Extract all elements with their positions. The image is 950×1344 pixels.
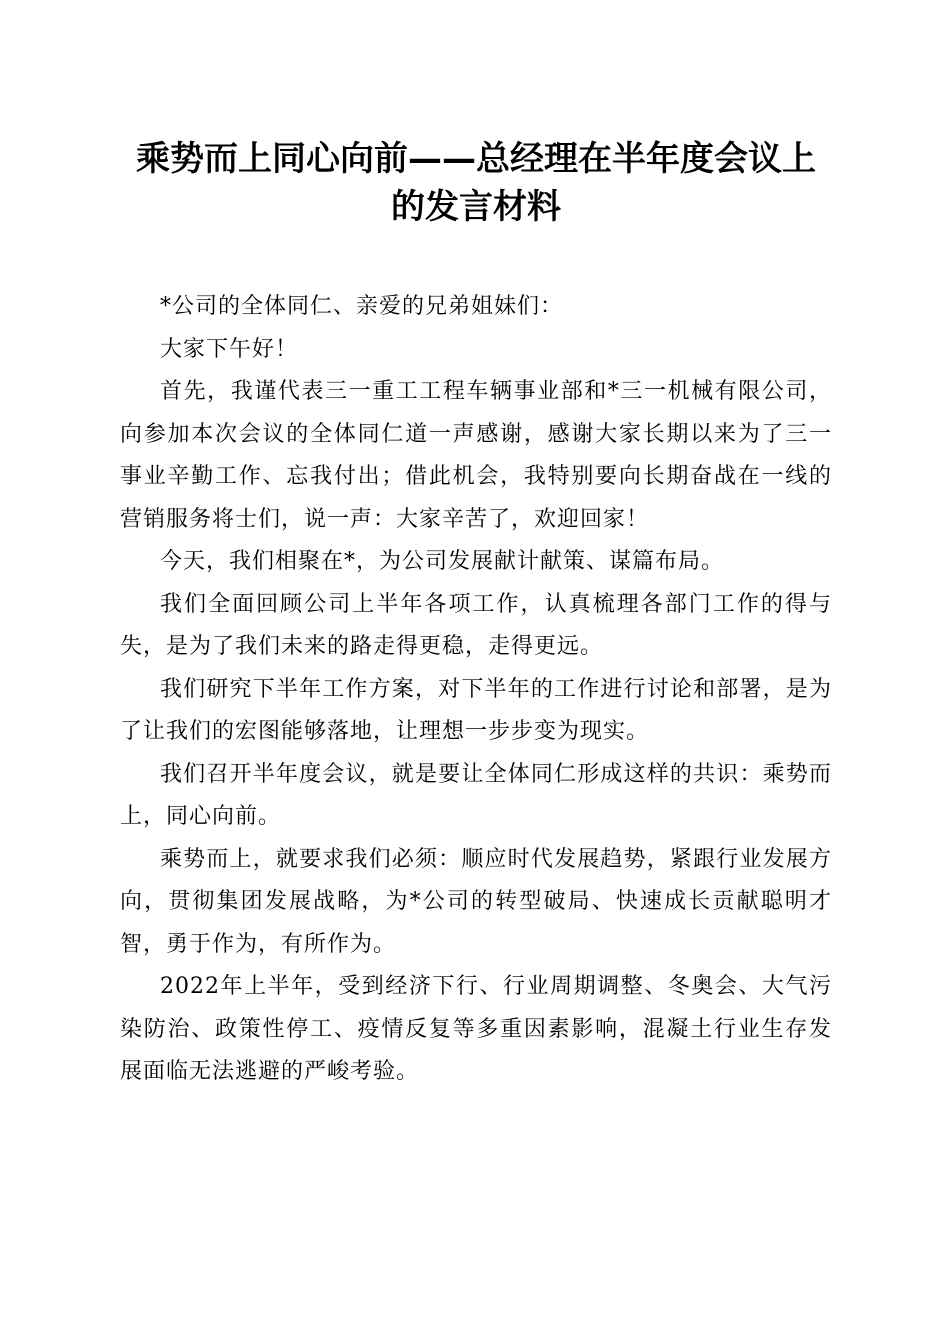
paragraph: 2022年上半年，受到经济下行、行业周期调整、冬奥会、大气污染防治、政策性停工、疫情反复等多重因素影响，混凝土行业生存发展面临无法逃避的严峻考验。: [120, 974, 832, 1084]
document-body: [120, 286, 832, 1094]
title-line-1: 乘势而上同心向前——总经理在半年度会议上: [136, 139, 816, 179]
greeting: 大家下午好！: [160, 336, 299, 362]
paragraph: 首先，我谨代表三一重工工程车辆事业部和*三一机械有限公司，向参加本次会议的全体同仁道一声感谢，感谢大家长期以来为了三一事业辛勤工作、忘我付出；借此机会，我特别要向长期奋战在一线的营销服务将士们，说一声：大家辛苦了，欢迎回家！: [120, 379, 832, 532]
document-title: [120, 135, 832, 231]
paragraph: 乘势而上，就要求我们必须：顺应时代发展趋势，紧跟行业发展方向，贯彻集团发展战略，为*公司的转型破局、快速成长贡献聪明才智，勇于作为，有所作为。: [120, 846, 832, 957]
paragraph: 我们召开半年度会议，就是要让全体同仁形成这样的共识：乘势而上，同心向前。: [120, 761, 832, 829]
paragraph: 我们全面回顾公司上半年各项工作，认真梳理各部门工作的得与失，是为了我们未来的路走得更稳，走得更远。: [120, 591, 832, 659]
title-line-2: 的发言材料: [391, 187, 561, 227]
paragraph: 我们研究下半年工作方案，对下半年的工作进行讨论和部署，是为了让我们的宏图能够落地，让理想一步步变为现实。: [120, 676, 832, 744]
paragraph: 今天，我们相聚在*，为公司发展献计献策、谋篇布局。: [160, 549, 725, 574]
salutation: *公司的全体同仁、亲爱的兄弟姐妹们：: [160, 294, 564, 319]
